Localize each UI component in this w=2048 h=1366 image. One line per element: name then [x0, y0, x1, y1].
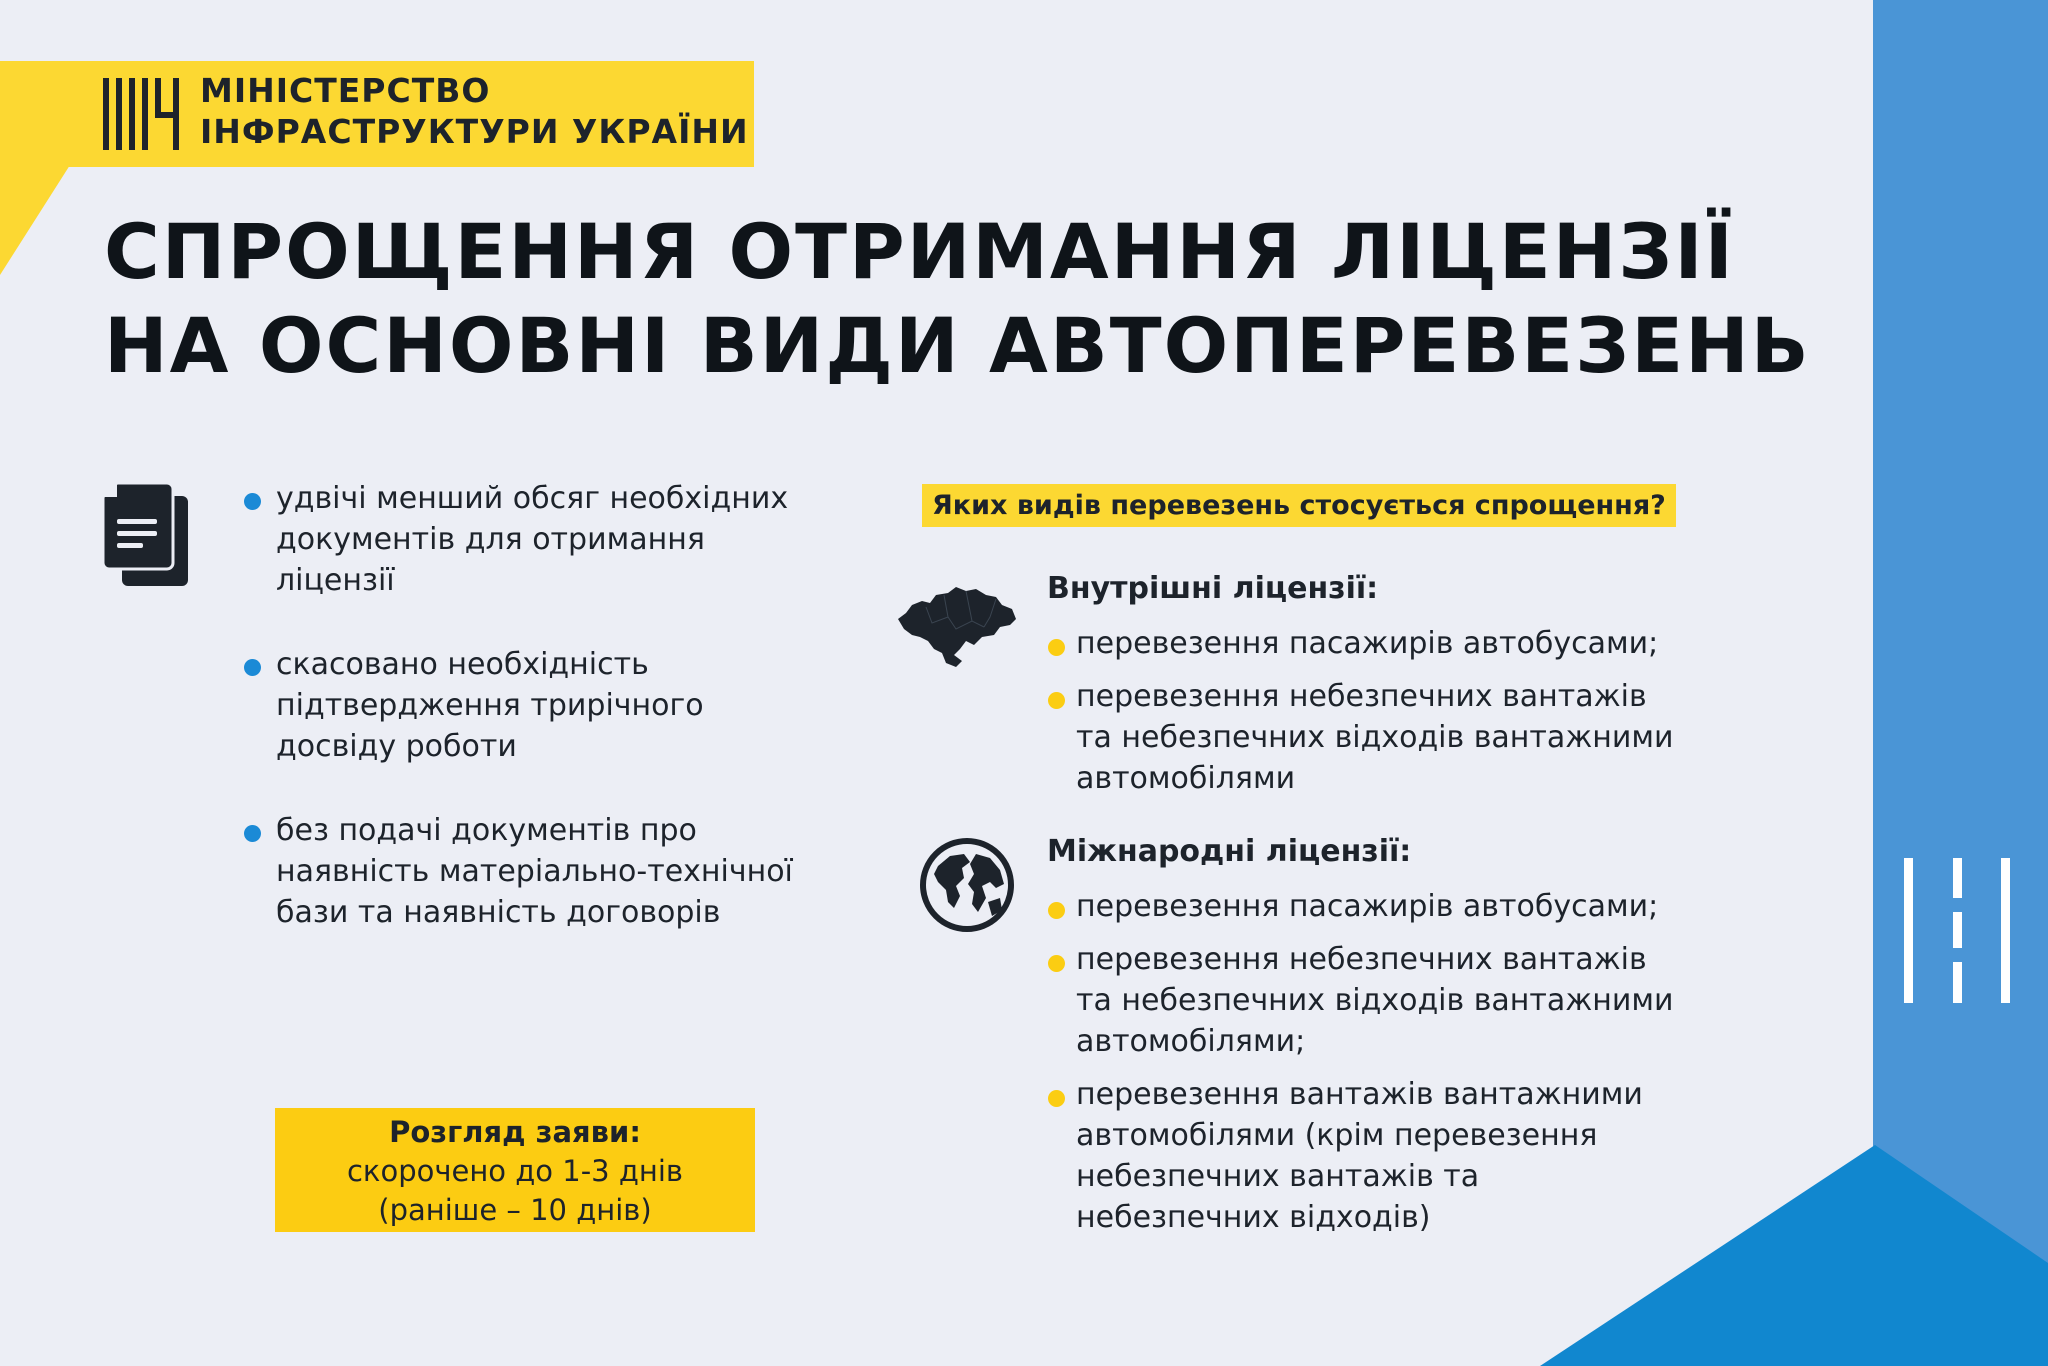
blue-bullet-icon [244, 493, 261, 510]
ministry-side-mark-icon [1902, 858, 2012, 1003]
international-item [1046, 886, 1686, 927]
benefits-list [242, 478, 802, 976]
benefit-item [242, 644, 802, 767]
review-title: Розгляд заяви: [389, 1115, 641, 1149]
benefit-text: без подачі документів про наявність матеріально-технічної бази та наявність договорів [276, 813, 793, 930]
review-box [275, 1108, 755, 1232]
international-heading: Міжнародні ліцензії: [1047, 834, 1412, 869]
review-line1: скорочено до 1-3 днів [346, 1154, 683, 1188]
international-item [1046, 939, 1686, 1062]
title-line1: СПРОЩЕННЯ ОТРИМАННЯ ЛІЦЕНЗІЇ [104, 207, 1735, 296]
yellow-bullet-icon [1048, 1090, 1065, 1107]
title-line2: НА ОСНОВНІ ВИДИ АВТОПЕРЕВЕЗЕНЬ [104, 301, 1811, 390]
domestic-heading: Внутрішні ліцензії: [1047, 571, 1379, 606]
review-line2: (раніше – 10 днів) [378, 1193, 652, 1227]
yellow-bullet-icon [1048, 902, 1065, 919]
yellow-corner-shape [0, 165, 70, 275]
international-item-text: перевезення вантажів вантажними автомобілями (крім перевезення небезпечних вантажів та небезпечних відходів) [1076, 1077, 1643, 1235]
ministry-name [200, 70, 749, 152]
domestic-item-text: перевезення пасажирів автобусами; [1076, 626, 1659, 661]
page-title [104, 205, 1811, 393]
yellow-bullet-icon [1048, 692, 1065, 709]
benefit-text: удвічі менший обсяг необхідних документів для отримання ліцензії [276, 481, 789, 598]
international-item [1046, 1074, 1686, 1238]
ukraine-map-icon [896, 583, 1018, 669]
ministry-name-line1: МІНІСТЕРСТВО [200, 71, 491, 110]
benefit-item [242, 478, 802, 601]
benefit-text: скасовано необхідність підтвердження трирічного досвіду роботи [276, 647, 704, 764]
ministry-name-line2: ІНФРАСТРУКТУРИ УКРАЇНИ [200, 112, 749, 151]
domestic-item [1046, 623, 1686, 664]
question-banner: Яких видів перевезень стосується спрощення? [922, 484, 1676, 527]
globe-icon [920, 838, 1014, 932]
international-list [1046, 886, 1686, 1250]
blue-bullet-icon [244, 825, 261, 842]
international-item-text: перевезення небезпечних вантажів та небезпечних відходів вантажними автомобілями; [1076, 942, 1674, 1059]
blue-bullet-icon [244, 659, 261, 676]
yellow-bullet-icon [1048, 639, 1065, 656]
domestic-item [1046, 676, 1686, 799]
document-icon [103, 483, 188, 586]
benefit-item [242, 810, 802, 933]
domestic-list [1046, 623, 1686, 811]
ministry-logo-icon [103, 78, 181, 150]
international-item-text: перевезення пасажирів автобусами; [1076, 889, 1659, 924]
domestic-item-text: перевезення небезпечних вантажів та небезпечних відходів вантажними автомобілями [1076, 679, 1674, 796]
yellow-bullet-icon [1048, 955, 1065, 972]
